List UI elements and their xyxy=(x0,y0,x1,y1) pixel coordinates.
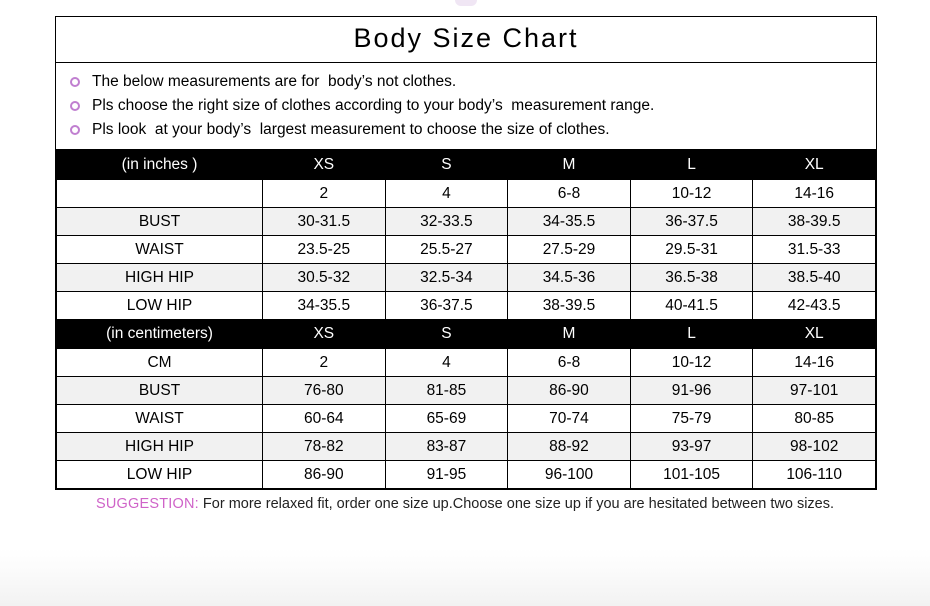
cell: 70-74 xyxy=(508,405,631,433)
note-item xyxy=(70,70,876,94)
table-row xyxy=(57,180,876,208)
cell: 80-85 xyxy=(753,405,876,433)
cell: 78-82 xyxy=(263,433,386,461)
column-header-s: S xyxy=(385,151,508,180)
cell: 81-85 xyxy=(385,377,508,405)
suggestion-label: SUGGESTION: xyxy=(95,496,199,512)
row-label xyxy=(57,180,263,208)
cell: 36.5-38 xyxy=(630,264,753,292)
decorative-top-mark xyxy=(455,0,477,6)
bottom-gradient xyxy=(0,548,930,606)
cell: 97-101 xyxy=(753,377,876,405)
table-row xyxy=(57,349,876,377)
page-title: Body Size Chart xyxy=(56,17,876,63)
row-label: WAIST xyxy=(57,236,263,264)
cell: 32.5-34 xyxy=(385,264,508,292)
note-item xyxy=(70,118,876,142)
note-text: Pls choose the right size of clothes according to your body’s measurement range. xyxy=(92,97,655,114)
notes-list xyxy=(56,63,876,150)
cell: 91-96 xyxy=(630,377,753,405)
cell: 34-35.5 xyxy=(508,208,631,236)
note-item xyxy=(70,94,876,118)
cell: 2 xyxy=(263,180,386,208)
cell: 76-80 xyxy=(263,377,386,405)
cell: 91-95 xyxy=(385,461,508,489)
cell: 38-39.5 xyxy=(508,292,631,320)
cell: 4 xyxy=(385,180,508,208)
measurements-table xyxy=(56,150,876,489)
cell: 106-110 xyxy=(753,461,876,489)
column-header-xl: XL xyxy=(753,320,876,349)
row-label: LOW HIP xyxy=(57,292,263,320)
column-header-l: L xyxy=(630,151,753,180)
cell: 42-43.5 xyxy=(753,292,876,320)
bullet-icon xyxy=(70,77,80,87)
table-row xyxy=(57,433,876,461)
table-row xyxy=(57,264,876,292)
cell: 65-69 xyxy=(385,405,508,433)
cell: 101-105 xyxy=(630,461,753,489)
cell: 30-31.5 xyxy=(263,208,386,236)
column-header-xs: XS xyxy=(263,151,386,180)
cell: 88-92 xyxy=(508,433,631,461)
cell: 14-16 xyxy=(753,180,876,208)
cell: 75-79 xyxy=(630,405,753,433)
row-label: LOW HIP xyxy=(57,461,263,489)
row-label: HIGH HIP xyxy=(57,264,263,292)
cell: 83-87 xyxy=(385,433,508,461)
cell: 2 xyxy=(263,349,386,377)
cell: 27.5-29 xyxy=(508,236,631,264)
cell: 86-90 xyxy=(508,377,631,405)
cell: 14-16 xyxy=(753,349,876,377)
cm-header-row xyxy=(57,320,876,349)
bullet-icon xyxy=(70,101,80,111)
table-row xyxy=(57,461,876,489)
cell: 10-12 xyxy=(630,349,753,377)
cell: 86-90 xyxy=(263,461,386,489)
bullet-icon xyxy=(70,125,80,135)
body-size-chart xyxy=(55,16,877,490)
cell: 34.5-36 xyxy=(508,264,631,292)
cell: 6-8 xyxy=(508,180,631,208)
cell: 93-97 xyxy=(630,433,753,461)
cell: 25.5-27 xyxy=(385,236,508,264)
column-header-m: M xyxy=(508,320,631,349)
cell: 29.5-31 xyxy=(630,236,753,264)
column-header-xl: XL xyxy=(753,151,876,180)
table-row xyxy=(57,236,876,264)
inches-header-row xyxy=(57,151,876,180)
note-text: Pls look at your body’s largest measurement to choose the size of clothes. xyxy=(92,121,610,138)
cell: 23.5-25 xyxy=(263,236,386,264)
cell: 38-39.5 xyxy=(753,208,876,236)
cell: 60-64 xyxy=(263,405,386,433)
suggestion-text: For more relaxed fit, order one size up.Choose one size up if you are hesitated between two sizes. xyxy=(202,496,835,512)
table-row xyxy=(57,377,876,405)
suggestion-line xyxy=(0,496,930,512)
cell: 10-12 xyxy=(630,180,753,208)
column-header-m: M xyxy=(508,151,631,180)
row-label: BUST xyxy=(57,377,263,405)
column-header-unit-cm: (in centimeters) xyxy=(57,320,263,349)
cell: 31.5-33 xyxy=(753,236,876,264)
cell: 32-33.5 xyxy=(385,208,508,236)
cell: 38.5-40 xyxy=(753,264,876,292)
cell: 36-37.5 xyxy=(630,208,753,236)
row-label: HIGH HIP xyxy=(57,433,263,461)
cell: 4 xyxy=(385,349,508,377)
column-header-l: L xyxy=(630,320,753,349)
table-row xyxy=(57,208,876,236)
note-text: The below measurements are for body’s not clothes. xyxy=(92,73,457,90)
cell: 6-8 xyxy=(508,349,631,377)
cell: 34-35.5 xyxy=(263,292,386,320)
cell: 30.5-32 xyxy=(263,264,386,292)
row-label: CM xyxy=(57,349,263,377)
row-label: WAIST xyxy=(57,405,263,433)
column-header-xs: XS xyxy=(263,320,386,349)
cell: 36-37.5 xyxy=(385,292,508,320)
table-row xyxy=(57,405,876,433)
row-label: BUST xyxy=(57,208,263,236)
column-header-s: S xyxy=(385,320,508,349)
cell: 96-100 xyxy=(508,461,631,489)
column-header-unit: (in inches ) xyxy=(57,151,263,180)
cell: 40-41.5 xyxy=(630,292,753,320)
cell: 98-102 xyxy=(753,433,876,461)
table-row xyxy=(57,292,876,320)
